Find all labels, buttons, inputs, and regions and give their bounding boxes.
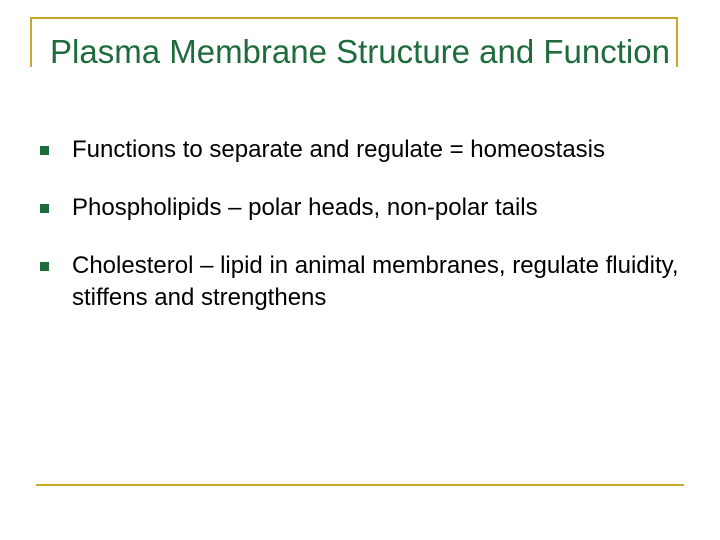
square-bullet-icon	[40, 204, 49, 213]
frame-left-line	[30, 17, 32, 67]
bullet-item	[40, 250, 680, 314]
square-bullet-icon	[40, 146, 49, 155]
bullet-item	[40, 134, 680, 166]
bullet-item	[40, 192, 680, 224]
bullet-text: Phospholipids – polar heads, non-polar tails	[72, 194, 538, 221]
frame-right-line	[676, 17, 678, 67]
square-bullet-icon	[40, 262, 49, 271]
bullet-list	[40, 134, 680, 314]
bullet-text: Functions to separate and regulate = homeostasis	[72, 136, 605, 163]
slide-title: Plasma Membrane Structure and Function	[50, 33, 670, 70]
bullet-text: Cholesterol – lipid in animal membranes, regulate fluidity, stiffens and strengthens	[72, 252, 679, 311]
frame-bottom-line	[36, 484, 684, 486]
frame-top-line	[30, 17, 678, 19]
